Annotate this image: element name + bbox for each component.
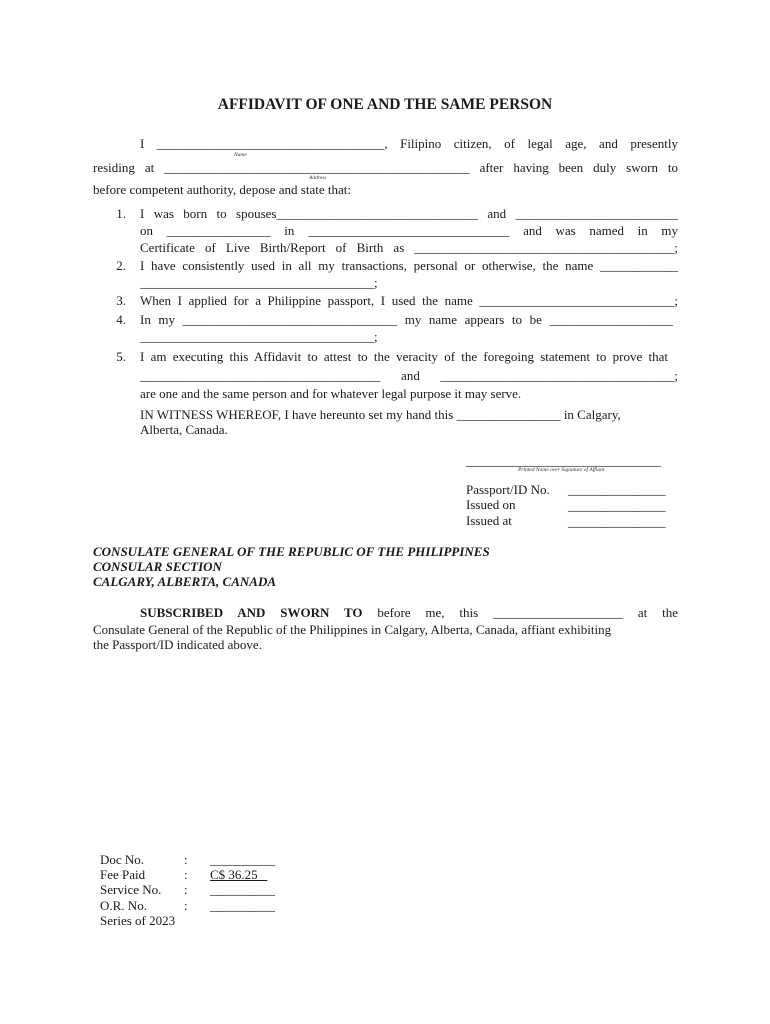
item-4-line-2: ____________________________________; — [140, 329, 378, 344]
document-title: AFFIDAVIT OF ONE AND THE SAME PERSON — [217, 96, 553, 113]
signature-line[interactable]: ______________________________ — [466, 453, 661, 468]
item-5-line-2: _____________________________________ and ____________________________________; — [140, 368, 678, 383]
jurat-line-1 — [140, 605, 678, 621]
doc-no-label: Doc No. — [100, 852, 145, 867]
item-2-line-2: ____________________________________; — [140, 275, 378, 290]
jurat-line-1-rest: before me, this ____________________ at the — [362, 605, 678, 620]
item-3-line-1: When I applied for a Philippine passport, I used the name ______________________________; — [140, 293, 678, 308]
fee-paid-field[interactable]: C$ 36.25 — [210, 867, 268, 882]
or-no-field[interactable]: __________ — [210, 898, 275, 913]
address-caption: Address — [309, 175, 327, 181]
witness-line-2: Alberta, Canada. — [140, 422, 228, 437]
witness-line-1: IN WITNESS WHEREOF, I have hereunto set my hand this ________________ in Calgary, — [140, 407, 621, 422]
consulate-heading-line-1: CONSULATE GENERAL OF THE REPUBLIC OF THE PHILIPPINES — [93, 544, 490, 559]
item-number: 2. — [116, 258, 126, 273]
issued-on-label: Issued on — [466, 497, 516, 512]
item-number: 5. — [116, 349, 126, 364]
name-caption: Name — [234, 152, 247, 158]
item-5-line-3: are one and the same person and for whatever legal purpose it may serve. — [140, 386, 522, 401]
item-4-line-1: In my _________________________________ my name appears to be ___________________ — [140, 312, 673, 327]
item-1-line-1: I was born to spouses_______________________________ and _________________________ — [140, 206, 678, 221]
fee-paid-colon: : — [184, 867, 188, 882]
jurat-line-3: the Passport/ID indicated above. — [93, 637, 262, 652]
doc-no-colon: : — [184, 852, 188, 867]
item-number: 4. — [116, 312, 126, 327]
issued-on-field[interactable]: _______________ — [568, 498, 666, 513]
service-no-colon: : — [184, 882, 188, 897]
intro-line-1: I ___________________________________, Filipino citizen, of legal age, and presently — [140, 136, 678, 151]
intro-line-2: residing at _______________________________________________ after having been duly sworn to — [93, 160, 678, 175]
item-1-line-2: on ________________ in _______________________________ and was named in my — [140, 223, 678, 238]
item-2-line-1: I have consistently used in all my transactions, personal or otherwise, the name ____________ — [140, 258, 678, 273]
or-no-colon: : — [184, 898, 188, 913]
jurat-line-2: Consulate General of the Republic of the Philippines in Calgary, Alberta, Canada, affiant exhibiting — [93, 622, 612, 637]
intro-line-3: before competent authority, depose and state that: — [93, 182, 351, 197]
jurat-bold-phrase: SUBSCRIBED AND SWORN TO — [140, 605, 363, 620]
item-5-line-1: I am executing this Affidavit to attest to the veracity of the foregoing statement to prove that — [140, 349, 668, 364]
item-number: 1. — [116, 206, 126, 221]
service-no-label: Service No. — [100, 882, 162, 897]
passport-id-field[interactable]: _______________ — [568, 482, 666, 497]
consulate-heading-line-3: CALGARY, ALBERTA, CANADA — [93, 574, 277, 589]
doc-no-field[interactable]: __________ — [210, 852, 275, 867]
service-no-field[interactable]: __________ — [210, 882, 275, 897]
issued-at-label: Issued at — [466, 513, 512, 528]
signature-caption: Printed Name over Signature of Affiant — [518, 467, 605, 473]
consulate-heading-line-2: CONSULAR SECTION — [93, 559, 222, 574]
item-number: 3. — [116, 293, 126, 308]
series-label: Series of 2023 — [100, 913, 176, 928]
or-no-label: O.R. No. — [100, 898, 147, 913]
fee-paid-label: Fee Paid — [100, 867, 146, 882]
passport-id-label: Passport/ID No. — [466, 482, 550, 497]
item-1-line-3: Certificate of Live Birth/Report of Birth as ________________________________________; — [140, 240, 678, 255]
issued-at-field[interactable]: _______________ — [568, 514, 666, 529]
